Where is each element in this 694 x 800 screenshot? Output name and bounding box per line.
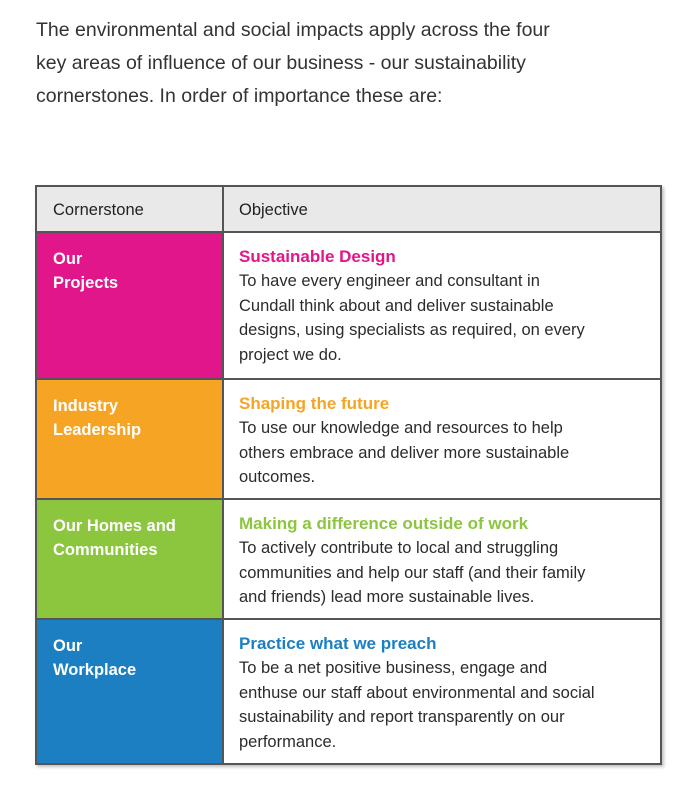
intro-line: key areas of influence of our business - our sustainability [36,52,526,74]
cornerstone-label [53,394,218,442]
objective-title: Sustainable Design [239,247,396,266]
objective-line: communities and help our staff (and their family [239,563,586,582]
cornerstones-table [35,185,662,765]
cornerstone-line: Leadership [53,421,142,439]
objective-text [239,416,650,490]
objective-line: Cundall think about and deliver sustainable [239,296,554,315]
objective-cell [239,511,650,610]
objective-cell [239,391,650,490]
cornerstone-line: Workplace [53,661,137,679]
objective-line: To use our knowledge and resources to help [239,419,563,437]
cornerstone-line: Projects [53,274,119,292]
cornerstone-line: Communities [53,541,158,559]
objective-cell [239,631,650,754]
objective-cell [239,244,650,367]
cornerstone-cell [37,620,222,763]
table-header [37,187,660,233]
cornerstone-cell [37,380,222,499]
objective-text [239,656,650,754]
intro-paragraph [36,14,656,113]
header-objective: Objective [239,201,308,219]
table-row [37,500,660,618]
objective-line: designs, using specialists as required, on every [239,321,585,339]
objective-line: and friends) lead more sustainable lives. [239,588,535,606]
table-row [37,620,660,763]
objective-title: Making a difference outside of work [239,514,529,533]
objective-line: project we do. [239,345,342,364]
objective-title: Shaping the future [239,394,390,413]
objective-line: enthuse our staff about environmental and social [239,683,595,702]
cornerstone-label [53,514,218,562]
column-divider [222,187,224,763]
cornerstone-label [53,247,218,295]
objective-title: Practice what we preach [239,634,437,653]
table-row [37,380,660,499]
intro-line: cornerstones. In order of importance these are: [36,85,443,107]
cornerstone-line: Industry [53,397,119,415]
cornerstone-cell [37,233,222,379]
objective-text [239,269,650,367]
intro-line: The environmental and social impacts apply across the four [36,19,550,41]
objective-line: others embrace and deliver more sustainable [239,443,570,462]
objective-line: sustainability and report transparently on our [239,708,565,726]
objective-line: To be a net positive business, engage and [239,659,548,677]
cornerstone-line: Our Homes and [53,517,176,535]
cornerstone-line: Our [53,637,83,655]
header-cornerstone: Cornerstone [53,201,144,219]
cornerstone-label [53,634,218,682]
cornerstone-line: Our [53,250,83,268]
objective-line: To have every engineer and consultant in [239,272,540,290]
objective-line: To actively contribute to local and struggling [239,539,559,557]
cornerstone-cell [37,500,222,618]
objective-text [239,536,650,610]
table-row [37,233,660,379]
objective-line: outcomes. [239,468,316,486]
objective-line: performance. [239,732,337,751]
